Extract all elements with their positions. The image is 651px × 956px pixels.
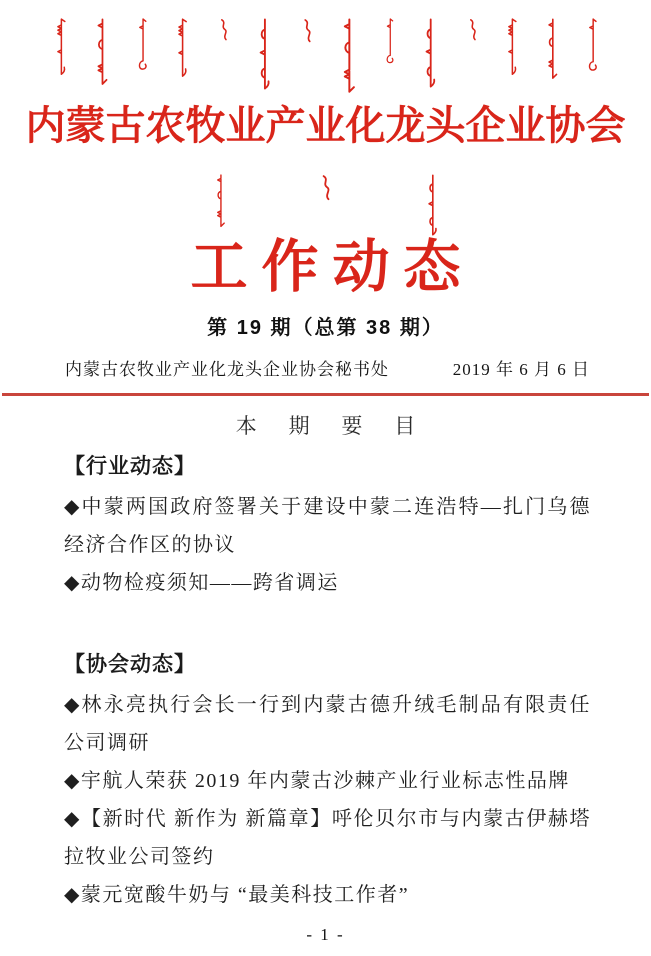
toc-item: ◆【新时代 新作为 新篇章】呼伦贝尔市与内蒙古伊赫塔拉牧业公司签约 <box>64 808 591 868</box>
mongolian-script-glyph <box>385 18 396 66</box>
mongolian-script-glyph <box>423 18 438 88</box>
toc-item: ◆林永亮执行会长一行到内蒙古德升绒毛制品有限责任公司调研 <box>64 694 591 754</box>
toc-item: ◆宇航人荣获 2019 年内蒙古沙棘产业行业标志性品牌 <box>64 770 570 792</box>
toc-item: ◆蒙元宽酸牛奶与 “最美科技工作者” <box>64 884 410 906</box>
section-title-industry: 【行业动态】 <box>64 455 196 478</box>
mongolian-script-glyph <box>95 18 110 86</box>
mongolian-script-glyph <box>137 18 149 73</box>
org-title: 内蒙古农牧业产业化龙头企业协会 <box>25 103 626 148</box>
toc-item: ◆动物检疫须知——跨省调运 <box>64 572 339 594</box>
table-of-contents <box>64 452 591 914</box>
mongolian-script-glyph <box>466 18 479 42</box>
mongolian-script-glyph <box>217 18 230 42</box>
page-number: - 1 - <box>306 925 345 944</box>
mongolian-script-glyph <box>426 174 440 236</box>
mongolian-script-glyph <box>506 18 519 76</box>
section-title-association: 【协会动态】 <box>64 653 196 676</box>
issue-date: 2019 年 6 月 6 日 <box>452 360 590 379</box>
mongolian-script-row-middle <box>55 174 599 236</box>
contents-heading: 本 期 要 目 <box>235 415 429 438</box>
red-divider-rule <box>2 393 649 396</box>
issuer-name: 内蒙古农牧业产业化龙头企业协会秘书处 <box>65 360 389 379</box>
mongolian-script-glyph <box>300 18 314 44</box>
issue-number: 第 19 期（总第 38 期） <box>207 317 444 339</box>
mongolian-script-glyph <box>55 18 68 76</box>
mongolian-script-glyph <box>257 18 273 90</box>
mongolian-script-glyph <box>318 174 333 202</box>
mongolian-script-glyph <box>587 18 599 74</box>
mongolian-script-glyph <box>215 174 227 228</box>
issuer-row <box>65 358 590 382</box>
mongolian-script-glyph <box>176 18 189 78</box>
toc-item: ◆中蒙两国政府签署关于建设中蒙二连浩特—扎门乌德经济合作区的协议 <box>64 496 591 556</box>
bulletin-title: 工作动态 <box>190 236 475 299</box>
mongolian-script-glyph <box>546 18 560 80</box>
mongolian-script-row-top <box>55 18 599 94</box>
mongolian-script-glyph <box>341 18 358 94</box>
